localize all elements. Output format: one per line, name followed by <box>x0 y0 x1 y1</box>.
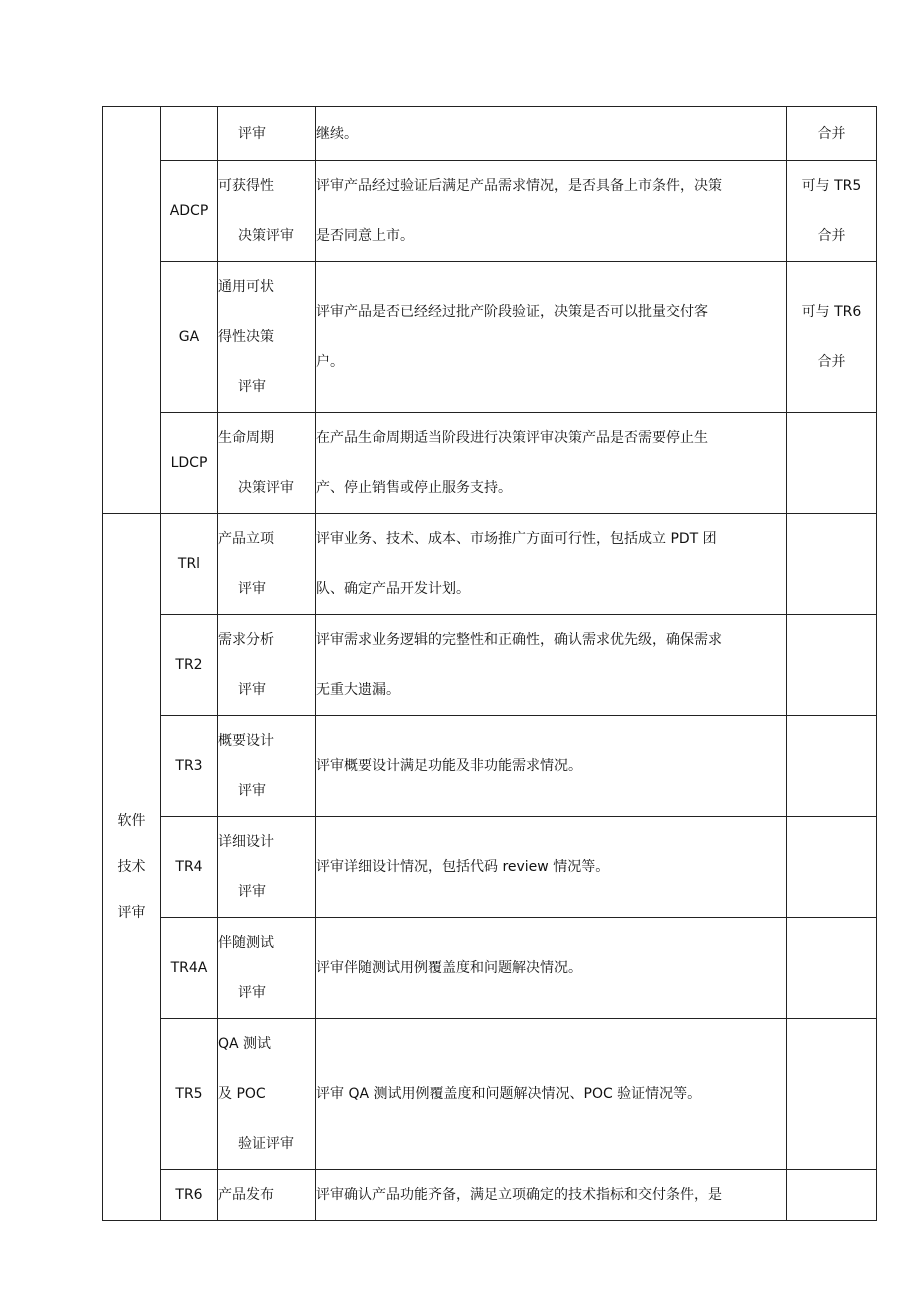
cell-line: 评审 <box>117 905 146 921</box>
cell-line: 评审 <box>238 379 266 395</box>
review-description <box>316 918 787 1019</box>
cell-line: 继续。 <box>316 125 358 142</box>
cell-line: 软件 <box>117 813 146 829</box>
cell-line: 评审 <box>238 125 266 142</box>
review-note <box>787 1019 877 1170</box>
review-note <box>787 413 877 514</box>
review-name <box>218 161 316 262</box>
table-row <box>103 817 877 918</box>
review-code: TR6 <box>161 1170 218 1221</box>
review-description <box>316 161 787 262</box>
review-name <box>218 413 316 514</box>
table-row <box>103 262 877 413</box>
cell-line: 是否同意上市。 <box>316 228 414 244</box>
cell-line: 评审伴随测试用例覆盖度和问题解决情况。 <box>316 960 582 976</box>
review-description <box>316 262 787 413</box>
cell-line: 评审产品经过验证后满足产品需求情况，是否具备上市条件，决策 <box>316 178 722 194</box>
cell-line: 验证评审 <box>238 1136 294 1152</box>
cell-line: 在产品生命周期适当阶段进行决策评审决策产品是否需要停止生 <box>316 430 708 446</box>
cell-line: 合并 <box>817 125 846 142</box>
cell-line: 伴随测试 <box>218 935 274 951</box>
cell-line: 详细设计 <box>218 834 274 850</box>
review-code: TR3 <box>161 716 218 817</box>
review-description <box>316 817 787 918</box>
cell-line: 评审产品是否已经经过批产阶段验证，决策是否可以批量交付客 <box>316 304 708 320</box>
review-name <box>218 918 316 1019</box>
cell-line: 需求分析 <box>218 632 274 648</box>
cell-line: 评审业务、技术、成本、市场推广方面可行性，包括成立 PDT 团 <box>316 531 717 547</box>
review-code: TR2 <box>161 615 218 716</box>
review-code: TR4 <box>161 817 218 918</box>
cell-line: 无重大遗漏。 <box>316 682 400 698</box>
cell-line: 评审需求业务逻辑的完整性和正确性，确认需求优先级，确保需求 <box>316 632 722 648</box>
cell-line: 合并 <box>817 228 846 244</box>
table-row <box>103 1170 877 1221</box>
cell-line: 通用可状 <box>218 279 274 295</box>
review-description <box>316 716 787 817</box>
cell-line: 产品立项 <box>218 531 274 547</box>
cell-line: 评审 <box>238 783 266 799</box>
review-code: TR5 <box>161 1019 218 1170</box>
review-description <box>316 615 787 716</box>
review-description <box>316 413 787 514</box>
group-cell-decision <box>103 107 161 514</box>
review-note <box>787 107 877 161</box>
table-row <box>103 918 877 1019</box>
cell-line: 产、停止销售或停止服务支持。 <box>316 480 512 496</box>
review-name <box>218 716 316 817</box>
review-note <box>787 716 877 817</box>
cell-line: 户。 <box>316 354 344 370</box>
group-cell-software-review <box>103 514 161 1221</box>
review-code: TR4A <box>161 918 218 1019</box>
cell-line: 可获得性 <box>218 178 274 194</box>
cell-line: 得性决策 <box>218 329 274 345</box>
table-row <box>103 514 877 615</box>
review-note <box>787 1170 877 1221</box>
review-table <box>102 106 877 1221</box>
review-description <box>316 1170 787 1221</box>
review-description <box>316 1019 787 1170</box>
review-note <box>787 161 877 262</box>
cell-line: QA 测试 <box>218 1036 272 1052</box>
review-name <box>218 107 316 161</box>
cell-line: 评审确认产品功能齐备，满足立项确定的技术指标和交付条件，是 <box>316 1187 722 1203</box>
review-code: ADCP <box>161 161 218 262</box>
cell-line: 评审 QA 测试用例覆盖度和问题解决情况、POC 验证情况等。 <box>316 1086 702 1102</box>
review-note <box>787 514 877 615</box>
review-note <box>787 262 877 413</box>
review-note <box>787 918 877 1019</box>
table-row <box>103 413 877 514</box>
cell-line: 评审 <box>238 682 266 698</box>
cell-line: 评审概要设计满足功能及非功能需求情况。 <box>316 758 582 774</box>
review-description <box>316 107 787 161</box>
table-row <box>103 716 877 817</box>
cell-line: 技术 <box>117 859 146 875</box>
review-name <box>218 615 316 716</box>
review-name <box>218 262 316 413</box>
review-name <box>218 817 316 918</box>
review-code: LDCP <box>161 413 218 514</box>
table-row <box>103 161 877 262</box>
cell-line: 可与 TR6 <box>801 304 862 320</box>
review-code <box>161 107 218 161</box>
cell-line: 及 POC <box>218 1086 266 1102</box>
cell-line: 评审 <box>238 884 266 900</box>
cell-line: 评审详细设计情况，包括代码 review 情况等。 <box>316 859 610 875</box>
table-row <box>103 1019 877 1170</box>
cell-line: 队、确定产品开发计划。 <box>316 581 470 597</box>
cell-line: 概要设计 <box>218 733 274 749</box>
cell-line: 决策评审 <box>238 228 294 244</box>
cell-line: 评审 <box>238 581 266 597</box>
cell-line: 决策评审 <box>238 480 294 496</box>
cell-line: 可与 TR5 <box>801 178 862 194</box>
review-note <box>787 615 877 716</box>
review-name <box>218 1019 316 1170</box>
review-name <box>218 514 316 615</box>
cell-line: 合并 <box>817 354 846 370</box>
review-description <box>316 514 787 615</box>
review-note <box>787 817 877 918</box>
cell-line: 生命周期 <box>218 430 274 446</box>
review-code: GA <box>161 262 218 413</box>
review-code: TRl <box>161 514 218 615</box>
cell-line: 产品发布 <box>218 1187 274 1203</box>
cell-line: 评审 <box>238 985 266 1001</box>
table-row <box>103 615 877 716</box>
table-row <box>103 107 877 161</box>
review-name <box>218 1170 316 1221</box>
